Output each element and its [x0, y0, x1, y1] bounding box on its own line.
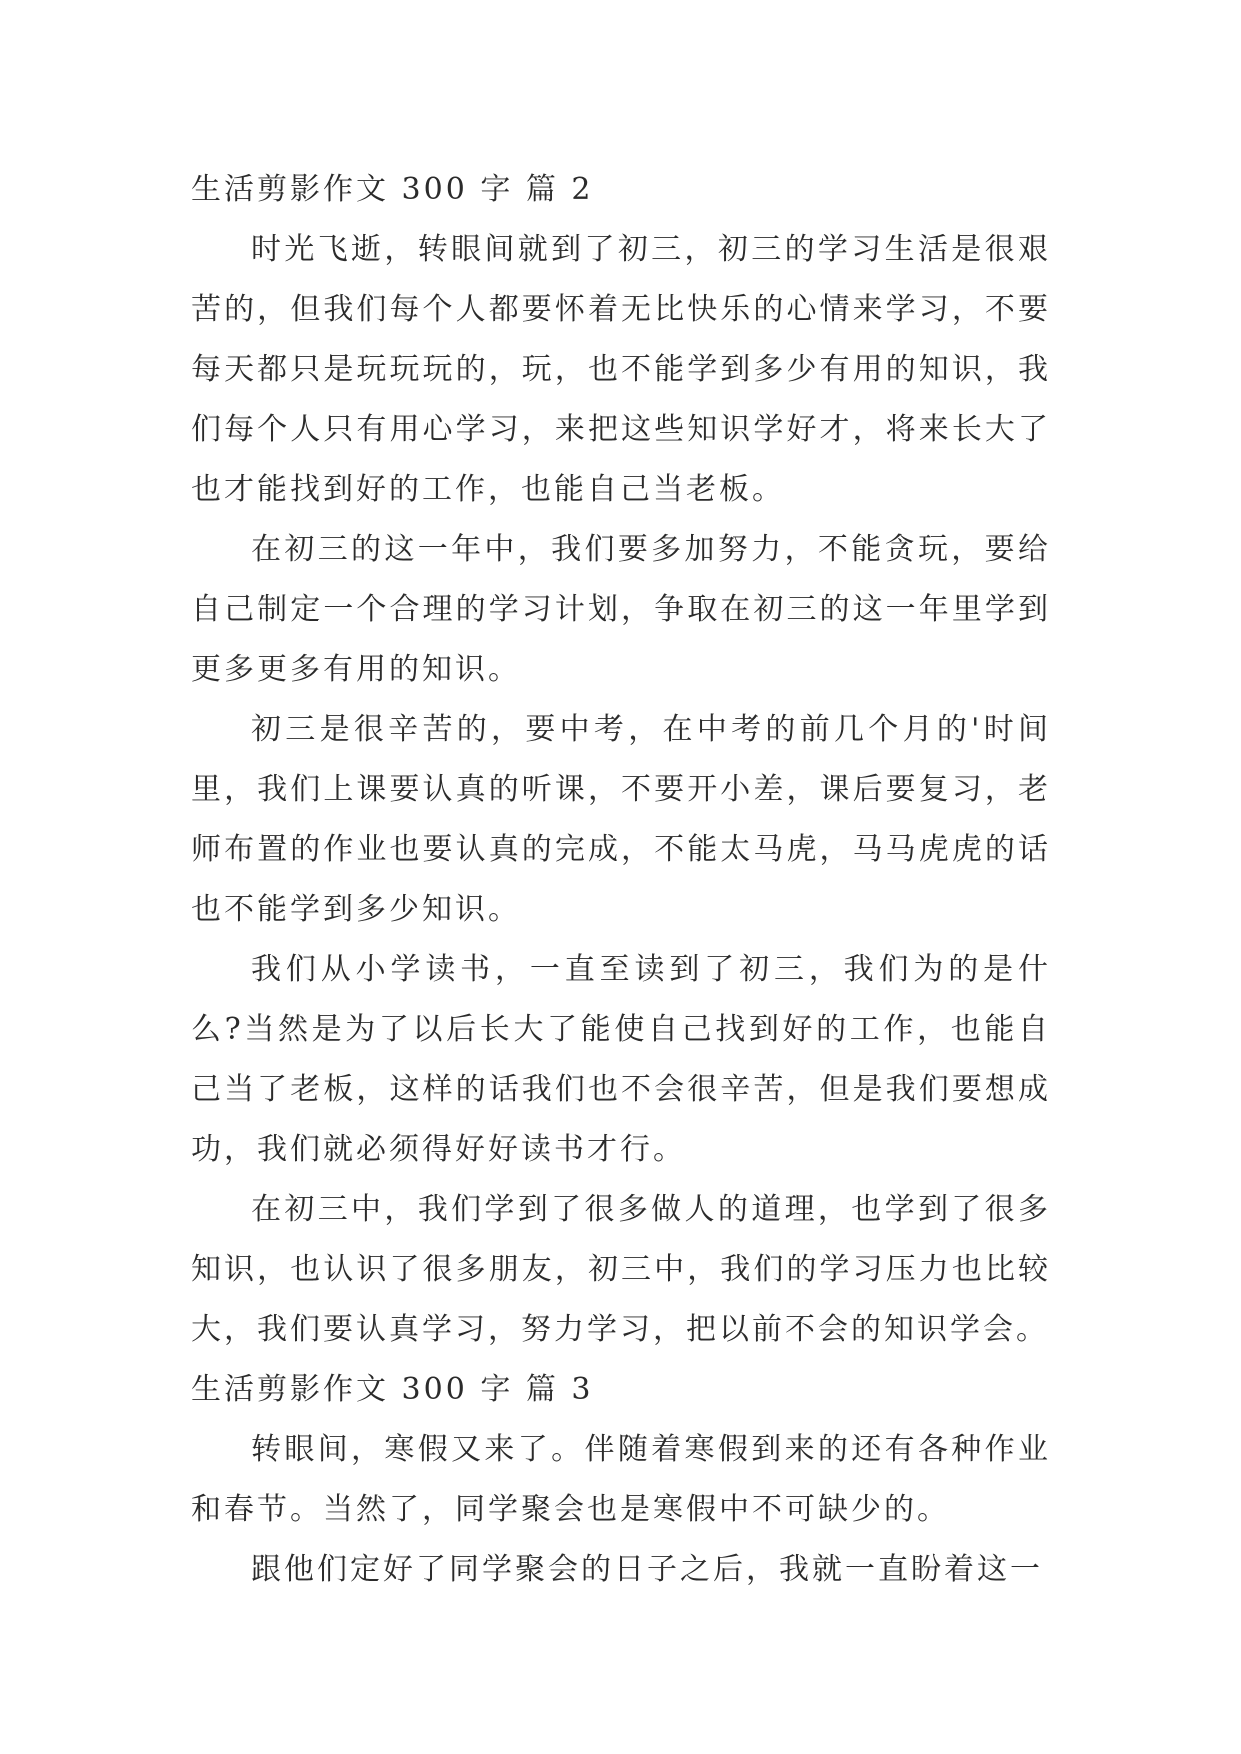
paragraph: 时光飞逝，转眼间就到了初三，初三的学习生活是很艰苦的，但我们每个人都要怀着无比快乐的心情来学习，不要每天都只是玩玩玩的，玩，也不能学到多少有用的知识，我们每个人只有用心学习，来把这些知识学好才，将来长大了也才能找到好的工作，也能自己当老板。 — [191, 232, 1051, 507]
section-heading: 生活剪影作文 300 字 篇 2 — [191, 172, 594, 207]
document-body — [191, 160, 1051, 1600]
paragraph: 在初三的这一年中，我们要多加努力，不能贪玩，要给自己制定一个合理的学习计划，争取在初三的这一年里学到更多更多有用的知识。 — [191, 532, 1051, 687]
paragraph: 跟他们定好了同学聚会的日子之后，我就一直盼着这一 — [251, 1552, 1043, 1587]
paragraph: 转眼间，寒假又来了。伴随着寒假到来的还有各种作业和春节。当然了，同学聚会也是寒假中不可缺少的。 — [191, 1432, 1051, 1527]
section-heading: 生活剪影作文 300 字 篇 3 — [191, 1372, 594, 1407]
paragraph: 我们从小学读书，一直至读到了初三，我们为的是什么?当然是为了以后长大了能使自己找到好的工作，也能自己当了老板，这样的话我们也不会很辛苦，但是我们要想成功，我们就必须得好好读书才行。 — [191, 952, 1051, 1167]
paragraph: 在初三中，我们学到了很多做人的道理，也学到了很多知识，也认识了很多朋友，初三中，我们的学习压力也比较大，我们要认真学习，努力学习，把以前不会的知识学会。 — [191, 1192, 1051, 1347]
paragraph: 初三是很辛苦的，要中考，在中考的前几个月的'时间里，我们上课要认真的听课，不要开小差，课后要复习，老师布置的作业也要认真的完成，不能太马虎，马马虎虎的话也不能学到多少知识。 — [191, 712, 1051, 927]
